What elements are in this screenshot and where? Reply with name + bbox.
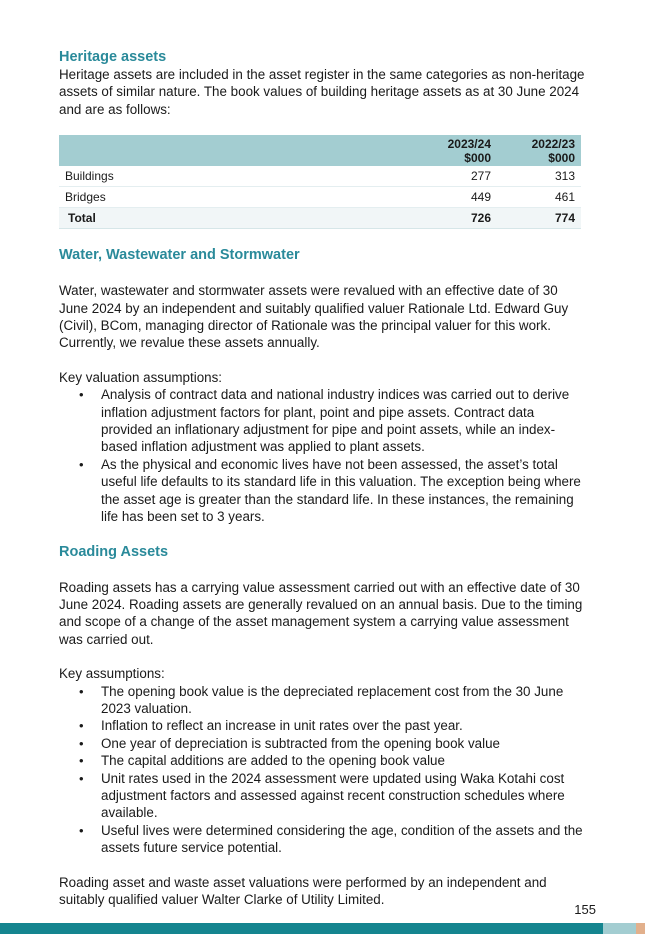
roading-section [59, 543, 587, 909]
row-label: Buildings [59, 166, 415, 187]
list-item-text: One year of depreciation is subtracted from the opening book value [101, 735, 500, 751]
list-item-text: As the physical and economic lives have not been assessed, the asset’s total useful life defaults to its standard life in this valuation. The exception being where the asset age is greater than the standard life. In these instances, the remaining life has been set to 3 years. [101, 456, 581, 525]
list-item [79, 386, 587, 456]
total-label: Total [59, 208, 415, 229]
page-number: 155 [574, 902, 596, 917]
table-row [59, 187, 581, 208]
list-item-text: The opening book value is the depreciated replacement cost from the 30 June 2023 valuation. [101, 683, 564, 716]
water-assumptions-list [59, 386, 587, 525]
water-section [59, 246, 587, 525]
row-label: Bridges [59, 187, 415, 208]
heritage-assets-intro: Heritage assets are included in the asset register in the same categories as non-heritage assets of similar nature. The book values of building heritage assets as at 30 June 2024 and are as follows: [59, 67, 585, 117]
bullet-icon: • [79, 770, 84, 786]
header-col1-unit: $000 [464, 151, 491, 166]
water-list-heading: Key valuation assumptions: [59, 369, 223, 385]
footer-bar-accent [636, 923, 645, 934]
water-heading: Water, Wastewater and Stormwater [59, 247, 300, 264]
bullet-icon: • [79, 456, 84, 472]
list-item [79, 770, 587, 822]
table-row [59, 166, 581, 187]
bullet-icon: • [79, 718, 84, 734]
total-value-2023-24: 726 [415, 208, 497, 229]
page-content [59, 48, 587, 908]
bullet-icon: • [79, 753, 84, 769]
list-item-text: Useful lives were determined considering the age, condition of the assets and the assets future service potential. [101, 822, 583, 856]
heritage-assets-heading: Heritage assets [59, 49, 167, 65]
list-item [79, 456, 587, 526]
list-item-text: Unit rates used in the 2024 assessment were updated using Waka Kotahi cost adjustment factors and assessed against recent construction schedules where available. [101, 770, 565, 821]
footer-bar-main [0, 923, 603, 934]
bullet-icon: • [79, 683, 84, 699]
header-col2-unit: $000 [548, 151, 575, 166]
list-item-text: Analysis of contract data and national industry indices was carried out to derive inflation adjustment factors for plant, point and pipe assets. Contract data provided an inflationary adjustment for pipe and point assets, while an index-based inflation adjustment was applied to plant assets. [101, 387, 570, 455]
roading-list-heading: Key assumptions: [59, 666, 165, 682]
table-header-row [59, 135, 581, 166]
bullet-icon: • [79, 387, 84, 403]
table-header-blank [59, 135, 415, 166]
row-value-2023-24: 449 [415, 187, 497, 208]
table-header-2022-23 [497, 135, 581, 166]
row-value-2023-24: 277 [415, 166, 497, 187]
list-item [79, 752, 587, 769]
footer-bar [0, 923, 645, 934]
roading-closing-paragraph: Roading asset and waste asset valuations were performed by an independent and suitably qualified valuer Walter Clarke of Utility Limited. [59, 874, 547, 907]
list-item [79, 683, 587, 718]
roading-heading: Roading Assets [59, 543, 169, 560]
total-value-2022-23: 774 [497, 208, 581, 229]
header-col1-year: 2023/24 [447, 137, 491, 152]
bullet-icon: • [79, 822, 84, 838]
row-value-2022-23: 313 [497, 166, 581, 187]
footer-bar-light [603, 923, 636, 934]
header-col2-year: 2022/23 [531, 137, 575, 152]
list-item [79, 822, 587, 857]
roading-paragraph: Roading assets has a carrying value assessment carried out with an effective date of 30 June 2024. Roading assets are generally revalued on an annual basis. Due to the timing and scope of a change of the asset management system a carrying value assessment was carried out. [59, 579, 583, 647]
list-item-text: Inflation to reflect an increase in unit rates over the past year. [101, 718, 463, 734]
list-item-text: The capital additions are added to the opening book value [101, 753, 445, 769]
roading-assumptions-list [59, 683, 587, 857]
table-header-2023-24 [415, 135, 497, 166]
table-total-row [59, 208, 581, 229]
heritage-values-table [59, 135, 581, 229]
bullet-icon: • [79, 735, 84, 751]
row-value-2022-23: 461 [497, 187, 581, 208]
list-item [79, 717, 587, 734]
list-item [79, 735, 587, 752]
water-paragraph: Water, wastewater and stormwater assets were revalued with an effective date of 30 June 2024 by an independent and suitably qualified valuer Rationale Ltd. Edward Guy (Civil), BCom, managing director of Rationale was the principal valuer for this work. Currently, we revalue these assets annually. [59, 283, 569, 351]
